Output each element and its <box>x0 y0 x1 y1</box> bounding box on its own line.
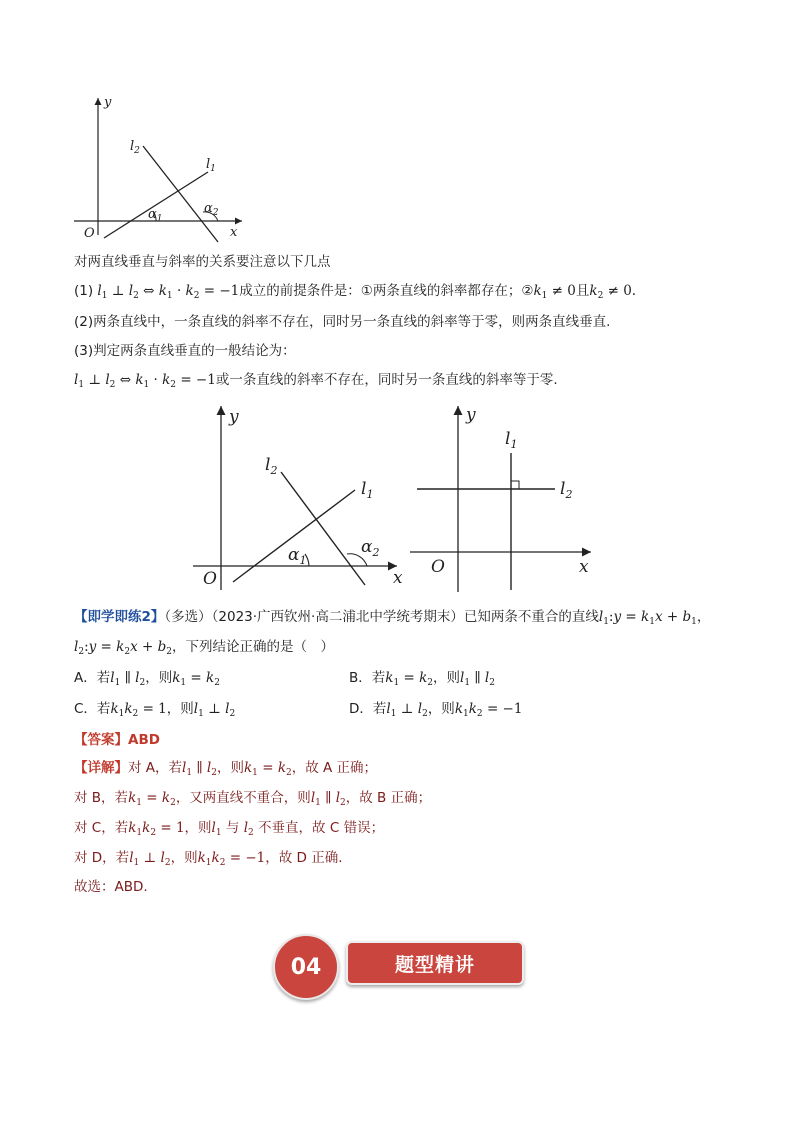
figure-perpendicular-lines-axis-parallel <box>405 400 605 595</box>
answer-line <box>74 731 160 749</box>
line-l1 <box>104 172 208 238</box>
alpha2-label: $\alpha_2$ <box>361 537 380 559</box>
figure-perpendicular-lines-slanted <box>185 400 410 595</box>
option-c[interactable]: C．若$k_1k_2 = 1$，则$l_1$ ⊥ $l_2$ <box>74 701 236 719</box>
detail-b: 对 B，若$k_1 = k_2$，又两直线不重合，则$l_1$ ∥ $l_2$，故 B 正确； <box>74 790 432 808</box>
detail-c: 对 C，若$k_1k_2 = 1$，则$l_1$ 与 $l_2$ 不垂直，故 C 错误； <box>74 820 385 838</box>
notes-point-3: (3)判定两条直线垂直的一般结论为： <box>74 343 296 359</box>
y-label: y <box>229 407 239 427</box>
section-title-banner: 题型精讲 <box>346 941 524 985</box>
origin-label: O <box>431 557 445 577</box>
l1-label: $l_1$ <box>505 429 518 451</box>
detail-a: 【详解】对 A，若$l_1$ ∥ $l_2$，则$k_1 = k_2$，故 A 正确； <box>74 760 378 778</box>
y-label: y <box>104 95 112 110</box>
exercise-stem-line-2: $l_2:y = k_2x + b_2$，下列结论正确的是（ ） <box>74 639 335 657</box>
exercise-stem: 【即学即练2】（多选）（2023·广西钦州·高二浦北中学统考期末）已知两条不重合的直线$l_1:y = k_1x + b_1$， <box>74 609 711 627</box>
notes-point-1: (1) $l_1$ ⊥ $l_2$ ⇔ $k_1 \cdot k_2 = -1$成立的前提条件是：①两条直线的斜率都存在；$②k_1 \ne 0$且$k_2 \ne 0$. <box>74 283 637 301</box>
notes-intro: 对两直线垂直与斜率的关系要注意以下几点 <box>74 254 331 270</box>
l2-label: $l_2$ <box>130 139 140 156</box>
right-angle-mark <box>511 481 519 489</box>
l2-label: $l_2$ <box>560 479 573 501</box>
line-l1 <box>233 490 355 582</box>
option-a[interactable]: A．若$l_1$ ∥ $l_2$，则$k_1 = k_2$ <box>74 670 220 688</box>
l1-label: $l_1$ <box>361 479 374 501</box>
option-b[interactable]: B．若$k_1 = k_2$，则$l_1$ ∥ $l_2$ <box>349 670 495 688</box>
detail-tag: 【详解】 <box>74 760 128 776</box>
answer-value: ABD <box>128 732 160 748</box>
exercise-tag: 【即学即练2】 <box>74 609 165 625</box>
notes-point-2: (2)两条直线中，一条直线的斜率不存在，同时另一条直线的斜率等于零，则两条直线垂直. <box>74 314 611 330</box>
l1-label: $l_1$ <box>206 157 216 174</box>
line-l2 <box>281 472 365 585</box>
figure-perpendicular-lines-small <box>60 90 260 245</box>
detail-conclusion: 故选：ABD. <box>74 879 148 895</box>
section-number-badge: 04 <box>273 934 339 1000</box>
x-label: x <box>230 225 238 240</box>
notes-conclusion: $l_1$ ⊥ $l_2$ ⇔ $k_1 \cdot k_2 = -1$或一条直线的斜率不存在，同时另一条直线的斜率等于零. <box>74 372 558 390</box>
origin-label: O <box>203 569 217 589</box>
option-d[interactable]: D．若$l_1$ ⊥ $l_2$，则$k_1k_2 = -1$ <box>349 701 523 719</box>
x-label: x <box>393 568 403 588</box>
origin-label: O <box>84 226 95 241</box>
l2-label: $l_2$ <box>265 455 278 477</box>
x-label: x <box>579 557 589 577</box>
alpha1-label: $\alpha_1$ <box>288 545 307 567</box>
answer-tag: 【答案】 <box>74 732 128 748</box>
detail-d: 对 D，若$l_1$ ⊥ $l_2$，则$k_1k_2 = -1$，故 D 正确. <box>74 850 343 868</box>
alpha1-label: $\alpha_1$ <box>148 207 163 224</box>
y-label: y <box>466 405 476 425</box>
alpha2-label: $\alpha_2$ <box>204 201 219 218</box>
